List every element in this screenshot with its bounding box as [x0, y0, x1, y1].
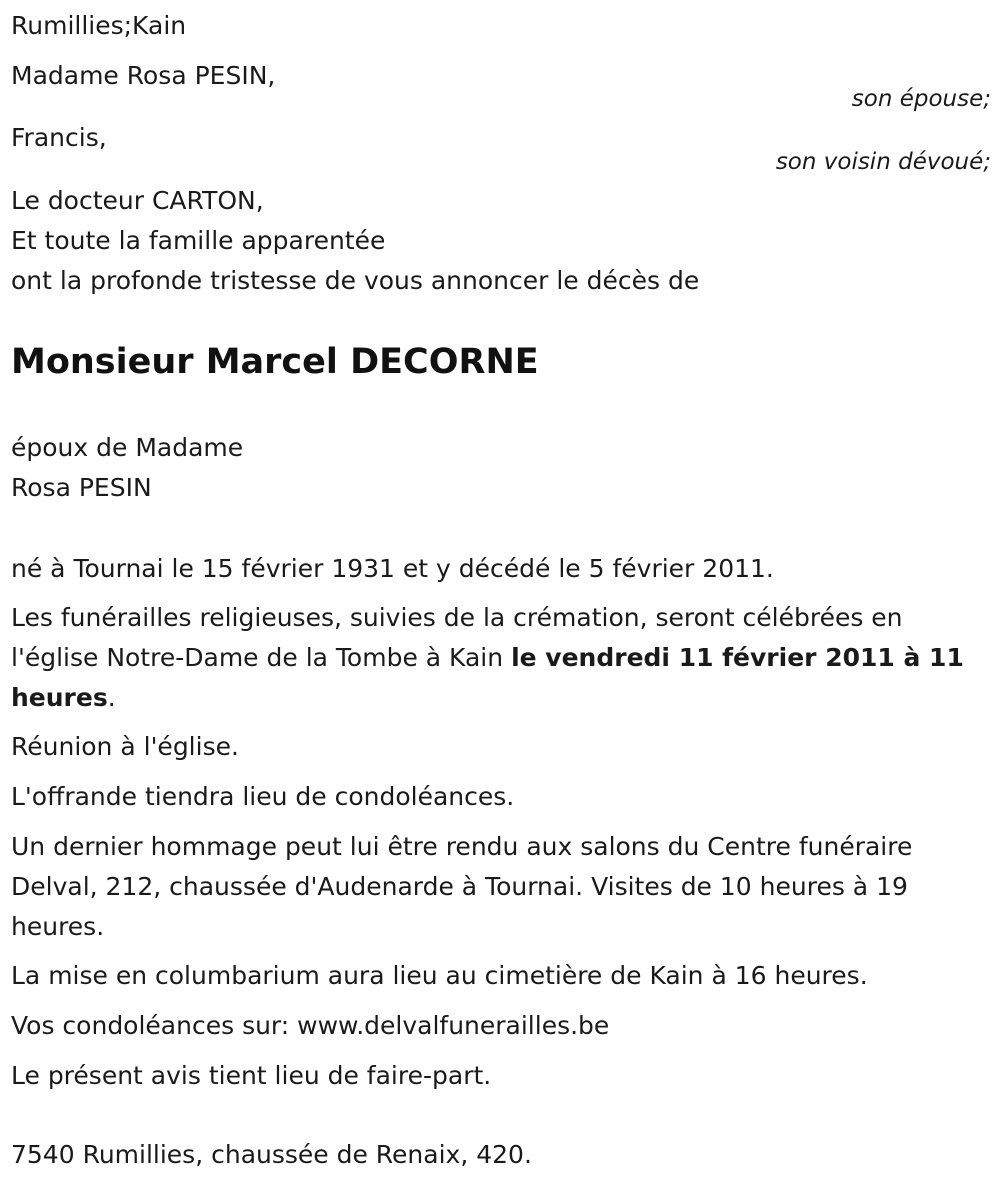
deceased-name: Monsieur Marcel DECORNE	[11, 342, 539, 382]
notice-line: Le présent avis tient lieu de faire-part.	[11, 1061, 492, 1090]
mourner-doctor-name: Le docteur CARTON,	[11, 186, 264, 215]
funeral-paragraph	[11, 598, 986, 718]
spouse-line-1: époux de Madame	[11, 433, 244, 462]
columbarium-line: La mise en columbarium aura lieu au cimetière de Kain à 16 heures.	[11, 961, 868, 990]
mourner-spouse-relation: son épouse;	[851, 86, 991, 112]
mourner-neighbor-name: Francis,	[11, 123, 107, 152]
funeral-text: Les funérailles religieuses, suivies de la crémation, seront célébrées en l'église Notre-Dame de la Tombe à Kain	[11, 603, 903, 672]
birth-death-line: né à Tournai le 15 février 1931 et y décédé le 5 février 2011.	[11, 554, 774, 583]
meeting-line: Réunion à l'église.	[11, 732, 239, 761]
announcement: ont la profonde tristesse de vous annoncer le décès de	[11, 266, 700, 295]
spouse-line-2: Rosa PESIN	[11, 473, 152, 502]
address-line: 7540 Rumillies, chaussée de Renaix, 420.	[11, 1140, 532, 1169]
condolences-line: Vos condoléances sur: www.delvalfunerailles.be	[11, 1011, 610, 1040]
funeral-end: .	[107, 683, 116, 712]
mourner-family: Et toute la famille apparentée	[11, 226, 386, 255]
funeral-date: le vendredi 11 février 2011 à 11 heures	[11, 643, 964, 712]
header-place: Rumillies;Kain	[11, 11, 187, 40]
mourner-neighbor-relation: son voisin dévoué;	[775, 149, 991, 175]
tribute-paragraph: Un dernier hommage peut lui être rendu aux salons du Centre funéraire Delval, 212, chaussée d'Audenarde à Tournai. Visites de 10 heures à 19 heures.	[11, 832, 913, 941]
offering-line: L'offrande tiendra lieu de condoléances.	[11, 782, 515, 811]
mourner-spouse-name: Madame Rosa PESIN,	[11, 61, 276, 90]
